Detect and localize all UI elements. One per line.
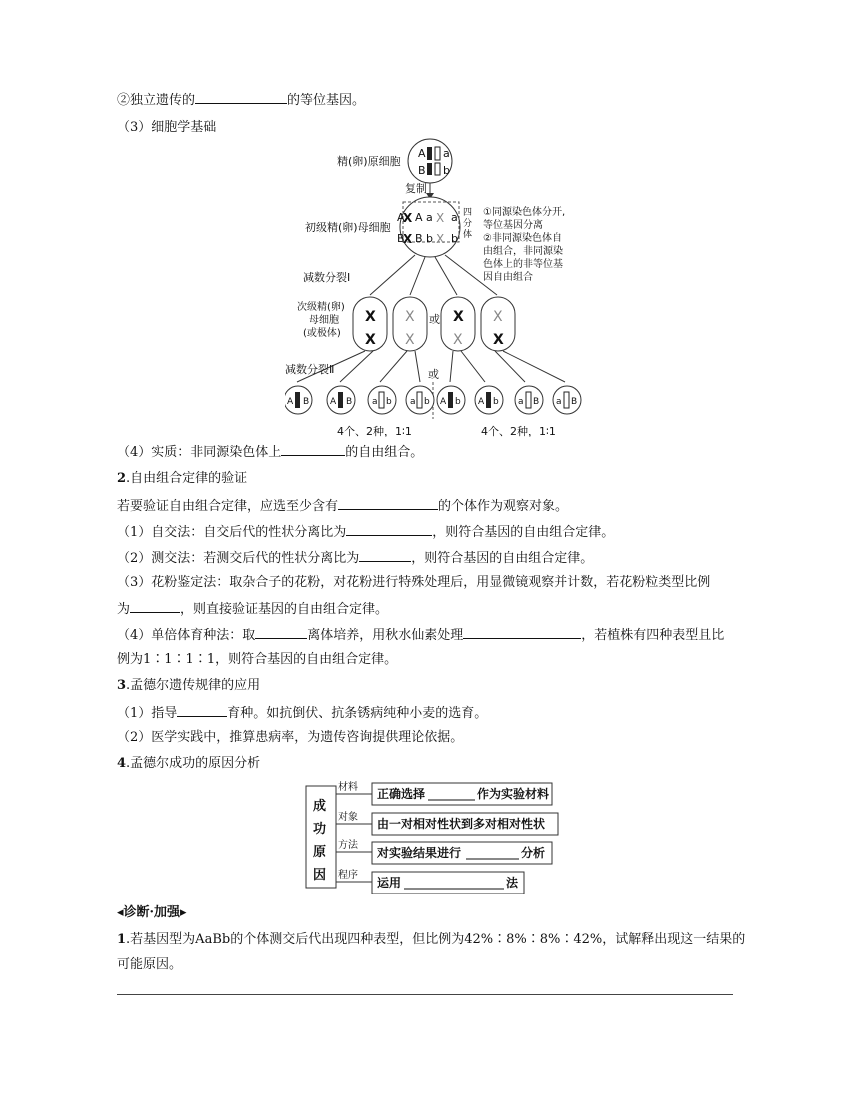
svg-text:B: B [418, 164, 426, 177]
svg-text:①同源染色体分开,: ①同源染色体分开, [483, 207, 566, 218]
svg-text:X: X [436, 211, 445, 225]
svg-text:体: 体 [463, 230, 473, 240]
fill-blank[interactable] [281, 441, 345, 456]
answer-line[interactable] [117, 994, 733, 995]
line-haploid-cont: 例为1∶1∶1∶1，则符合基因的自由组合定律。 [117, 652, 398, 667]
or-label: 或 [429, 313, 440, 326]
line-breeding: （1）指导 育种。如抗倒伏、抗条锈病纯种小麦的选育。 [117, 702, 487, 724]
line-verify-intro: 若要验证自由组合定律，应选至少含有 的个体作为观察对象。 [117, 495, 568, 517]
svg-text:a: a [518, 397, 524, 407]
svg-text:程序: 程序 [338, 870, 358, 881]
fill-blank[interactable] [130, 598, 180, 613]
svg-text:a: a [451, 211, 458, 224]
svg-text:B: B [415, 232, 423, 245]
svg-text:四: 四 [463, 208, 473, 218]
svg-text:A: A [287, 397, 294, 407]
svg-text:X: X [365, 332, 376, 348]
line-independent [117, 89, 365, 111]
svg-text:b: b [424, 397, 430, 407]
text: 的自由组合。 [345, 445, 424, 460]
svg-text:B: B [397, 232, 405, 245]
svg-text:X: X [453, 332, 463, 348]
svg-text:X: X [405, 332, 415, 348]
svg-text:b: b [451, 232, 458, 245]
line-medical: （2）医学实践中，推算患病率，为遗传咨询提供理论依据。 [117, 730, 464, 745]
text: 的等位基因。 [287, 93, 366, 108]
svg-text:A: A [397, 211, 405, 224]
svg-text:母细胞: 母细胞 [309, 315, 339, 326]
svg-text:B: B [571, 397, 578, 407]
svg-text:②非同源染色体自: ②非同源染色体自 [483, 233, 562, 244]
svg-text:方法: 方法 [338, 840, 358, 851]
svg-text:等位基因分离: 等位基因分离 [483, 220, 543, 231]
svg-text:B: B [533, 397, 540, 407]
heading-success: 4.孟德尔成功的原因分析 [117, 756, 261, 771]
svg-text:X: X [403, 232, 413, 246]
svg-text:因自由组合: 因自由组合 [483, 272, 533, 283]
line-testcross: （2）测交法：若测交后代的性状分离比为 ，则符合基因的自由组合定律。 [117, 547, 593, 569]
fill-blank[interactable] [463, 624, 581, 639]
svg-text:色体上的非等位基: 色体上的非等位基 [483, 259, 563, 270]
svg-text:b: b [443, 164, 450, 177]
fill-blank[interactable] [177, 702, 227, 717]
svg-text:A: A [440, 397, 447, 407]
svg-text:或: 或 [428, 368, 439, 381]
text: （4）实质：非同源染色体上 [117, 445, 282, 460]
svg-text:对实验结果进行: 对实验结果进行 [377, 846, 462, 860]
svg-text:X: X [493, 309, 503, 325]
label-primary-cell: 初级精(卵)母细胞 [305, 221, 391, 234]
svg-text:X: X [365, 309, 376, 325]
svg-text:由一对相对性状到多对相对性状: 由一对相对性状到多对相对性状 [377, 817, 546, 831]
svg-text:作为实验材料: 作为实验材料 [477, 787, 550, 801]
svg-text:对象: 对象 [338, 812, 358, 823]
question-1-cont: 可能原因。 [117, 957, 183, 972]
svg-text:因: 因 [313, 868, 327, 883]
svg-text:b: b [386, 397, 392, 407]
svg-text:A: A [478, 397, 485, 407]
fill-blank[interactable] [338, 495, 438, 510]
label-meiosis-1: 减数分裂Ⅰ [303, 271, 351, 284]
svg-text:A: A [415, 211, 423, 224]
line-pollen-cont: 为 ，则直接验证基因的自由组合定律。 [117, 598, 388, 620]
text: ②独立遗传的 [117, 93, 196, 108]
svg-text:B: B [346, 397, 353, 407]
line-haploid: （4）单倍体育种法：取 离体培养，用秋水仙素处理 ，若植株有四种表型且比 [117, 624, 724, 646]
line-cell-basis: （3）细胞学基础 [117, 120, 217, 135]
svg-text:A: A [330, 397, 337, 407]
svg-text:法: 法 [506, 876, 519, 890]
svg-text:a: a [410, 397, 416, 407]
svg-text:B: B [303, 397, 310, 407]
svg-text:由组合，非同源染: 由组合，非同源染 [483, 246, 563, 257]
svg-text:a: a [443, 147, 450, 160]
label-copy: 复制 [405, 182, 427, 195]
svg-text:X: X [436, 232, 445, 246]
result-left: 4个、2种，1∶1 [337, 425, 412, 437]
svg-text:次级精(卵): 次级精(卵) [297, 302, 345, 313]
fill-blank[interactable] [195, 89, 287, 104]
svg-text:X: X [403, 211, 413, 225]
svg-text:原: 原 [313, 845, 327, 860]
fill-blank[interactable] [359, 547, 411, 562]
svg-text:分析: 分析 [521, 846, 546, 860]
svg-text:X: X [453, 309, 464, 325]
fill-blank[interactable] [346, 521, 432, 536]
label-parent-cell: 精(卵)原细胞 [337, 155, 401, 168]
line-selfing: （1）自交法：自交后代的性状分离比为 ，则符合基因的自由组合定律。 [117, 521, 614, 543]
svg-text:材料: 材料 [338, 782, 358, 793]
svg-text:a: a [556, 397, 562, 407]
fill-blank[interactable] [255, 624, 307, 639]
svg-text:分: 分 [463, 219, 473, 229]
svg-text:b: b [493, 397, 499, 407]
svg-text:a: a [372, 397, 378, 407]
diagnosis-heading: ◂诊断·加强▸ [117, 905, 187, 920]
svg-text:A: A [418, 147, 426, 160]
svg-text:X: X [405, 309, 415, 325]
svg-text:b: b [426, 232, 433, 245]
svg-text:X: X [493, 332, 504, 348]
svg-text:a: a [426, 211, 433, 224]
result-right: 4个、2种，1∶1 [481, 425, 556, 437]
line-pollen: （3）花粉鉴定法：取杂合子的花粉，对花粉进行特殊处理后，用显微镜观察并计数，若花粉粒类型比例 [117, 575, 711, 590]
svg-text:成: 成 [313, 799, 327, 814]
heading-application: 3.孟德尔遗传规律的应用 [117, 678, 261, 693]
svg-text:运用: 运用 [377, 876, 402, 890]
label-meiosis-2: 减数分裂Ⅱ [285, 363, 335, 376]
svg-text:(或极体): (或极体) [303, 328, 341, 339]
meiosis-diagram [285, 137, 595, 437]
heading-verification: 2.自由组合定律的验证 [117, 471, 248, 486]
svg-text:b: b [455, 397, 461, 407]
success-reasons-diagram [304, 778, 559, 894]
svg-text:正确选择: 正确选择 [377, 787, 426, 801]
svg-text:功: 功 [313, 822, 327, 837]
question-1: 1.若基因型为AaBb的个体测交后代出现四种表型，但比例为42%∶8%∶8%∶42%，试解释出现这一结果的 [117, 932, 746, 947]
line-essence [117, 441, 423, 463]
